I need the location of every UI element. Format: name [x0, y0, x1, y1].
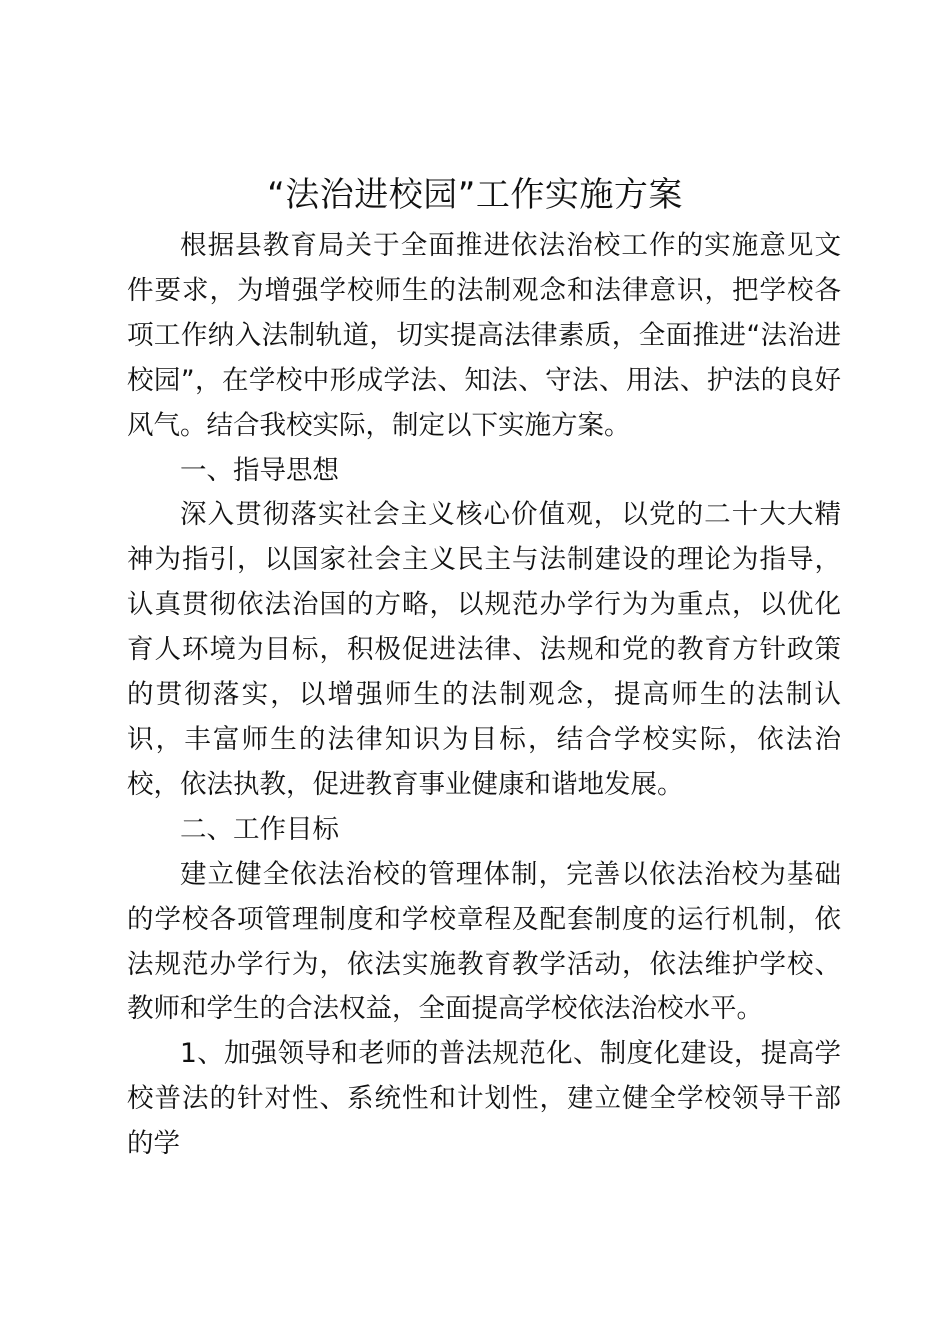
- paragraph-work-goals: 建立健全依法治校的管理体制，完善以依法治校为基础的学校各项管理制度和学校章程及配套制度的运行机制，依法规范办学行为，依法实施教育教学活动，依法维护学校、教师和学生的合法权益，全面提高学校依法治校水平。: [127, 858, 841, 1025]
- paragraph-guiding-thought: 深入贯彻落实社会主义核心价值观，以党的二十大大精神为指引，以国家社会主义民主与法制建设的理论为指导，认真贯彻依法治国的方略，以规范办学行为为重点，以优化育人环境为目标，积极促进法律、法规和党的教育方针政策的贯彻落实，以增强师生的法制观念，提高师生的法制认识，丰富师生的法律知识为目标，结合学校实际，依法治校，依法执教，促进教育事业健康和谐地发展。: [127, 499, 841, 800]
- section-heading-guiding-thought: 一、指导思想: [180, 454, 339, 486]
- document-body: [127, 224, 841, 1167]
- paragraph-item-1: 1、加强领导和老师的普法规范化、制度化建设，提高学校普法的针对性、系统性和计划性，建立健全学校领导干部的学: [127, 1038, 841, 1160]
- section-heading-work-goals: 二、工作目标: [180, 813, 339, 845]
- document-title: “法治进校园”工作实施方案: [267, 175, 683, 215]
- paragraph-intro: 根据县教育局关于全面推进依法治校工作的实施意见文件要求，为增强学校师生的法制观念和法律意识，把学校各项工作纳入法制轨道，切实提高法律素质，全面推进“法治进校园”，在学校中形成学法、知法、守法、用法、护法的良好风气。结合我校实际，制定以下实施方案。: [127, 230, 841, 441]
